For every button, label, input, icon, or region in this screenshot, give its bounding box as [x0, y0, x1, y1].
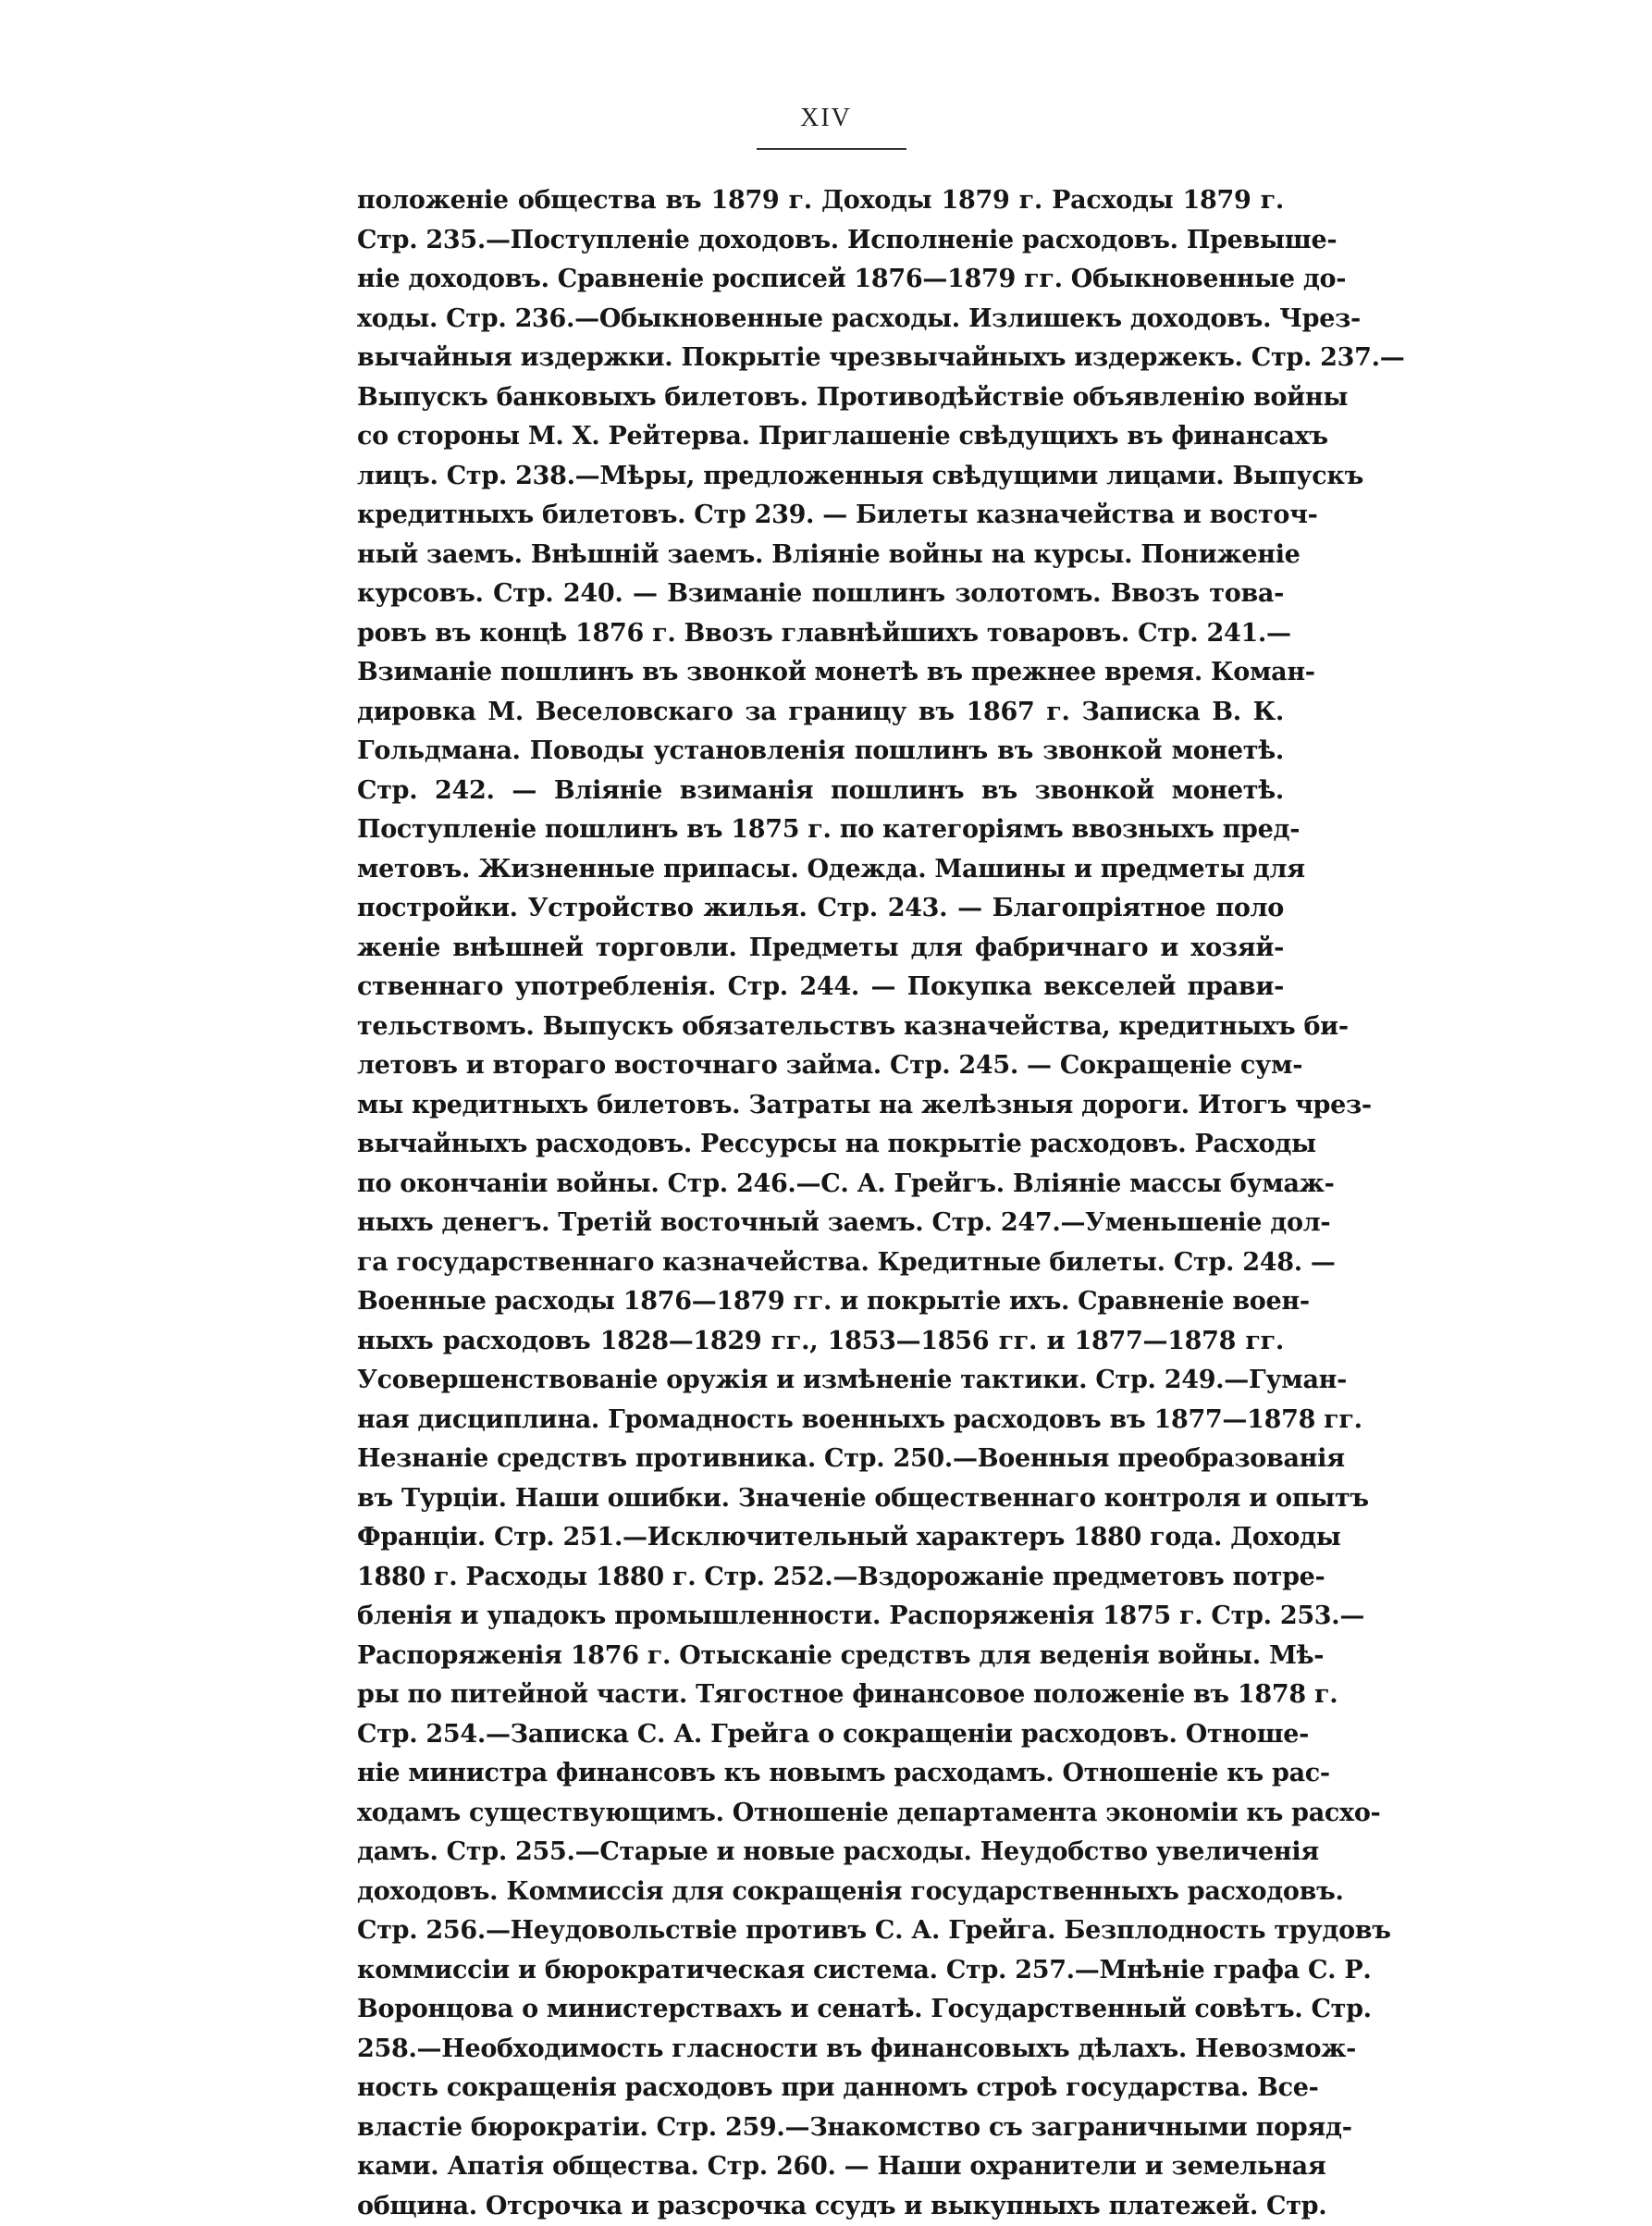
text-line: Воронцова о министерствахъ и сенатѣ. Государственный совѣтъ. Стр. — [357, 1990, 1284, 2030]
text-line: по окончаніи войны. Стр. 246.—С. А. Грейгъ. Вліяніе массы бумаж- — [357, 1165, 1284, 1205]
text-line: вычайныя издержки. Покрытіе чрезвычайныхъ издержекъ. Стр. 237.— — [357, 339, 1284, 378]
text-line: ніе доходовъ. Сравненіе росписей 1876—1879 гг. Обыкновенные до- — [357, 260, 1284, 300]
page-number: XIV — [0, 104, 1652, 133]
text-line: женіе внѣшней торговли. Предметы для фабричнаго и хозяй- — [357, 929, 1284, 969]
text-line: кредитныхъ билетовъ. Стр 239. — Билеты казначейства и восточ- — [357, 496, 1284, 536]
text-line: мы кредитныхъ билетовъ. Затраты на желѣзныя дороги. Итогъ чрез- — [357, 1086, 1284, 1126]
text-line: Взиманіе пошлинъ въ звонкой монетѣ въ прежнее время. Коман- — [357, 653, 1284, 693]
text-line: Усовершенствованіе оружія и измѣненіе тактики. Стр. 249.—Гуман- — [357, 1361, 1284, 1401]
text-line: Распоряженія 1876 г. Отысканіе средствъ для веденія войны. Мѣ- — [357, 1637, 1284, 1676]
text-line: га государственнаго казначейства. Кредитные билеты. Стр. 248. — — [357, 1243, 1284, 1283]
text-line: ніе министра финансовъ къ новымъ расходамъ. Отношеніе къ рас- — [357, 1754, 1284, 1794]
text-line: бленія и упадокъ промышленности. Распоряженія 1875 г. Стр. 253.— — [357, 1597, 1284, 1637]
text-line: Военные расходы 1876—1879 гг. и покрытіе ихъ. Сравненіе воен- — [357, 1282, 1284, 1322]
text-line: Стр. 254.—Записка С. А. Грейга о сокращеніи расходовъ. Отноше- — [357, 1715, 1284, 1755]
text-line: ровъ въ концѣ 1876 г. Ввозъ главнѣйшихъ товаровъ. Стр. 241.— — [357, 614, 1284, 654]
text-line: положеніе общества въ 1879 г. Доходы 1879 г. Расходы 1879 г. — [357, 181, 1284, 221]
text-line: постройки. Устройство жилья. Стр. 243. — Благопріятное поло — [357, 889, 1284, 929]
text-line: Стр. 235.—Поступленіе доходовъ. Исполненіе расходовъ. Превыше- — [357, 221, 1284, 261]
text-line: ственнаго употребленія. Стр. 244. — Покупка векселей прави- — [357, 968, 1284, 1008]
text-line: ность сокращенія расходовъ при данномъ строѣ государства. Все- — [357, 2069, 1284, 2109]
text-line: 1880 г. Расходы 1880 г. Стр. 252.—Вздорожаніе предметовъ потре- — [357, 1558, 1284, 1598]
text-line: курсовъ. Стр. 240. — Взиманіе пошлинъ золотомъ. Ввозъ това- — [357, 575, 1284, 614]
text-line: Франціи. Стр. 251.—Исключительный характеръ 1880 года. Доходы — [357, 1518, 1284, 1558]
text-line: община. Отсрочка и разсрочка ссудъ и выкупныхъ платежей. Стр. — [357, 2187, 1284, 2226]
text-line: летовъ и втораго восточнаго займа. Стр. 245. — Сокращеніе сум- — [357, 1046, 1284, 1086]
text-line: коммиссіи и бюрократическая система. Стр. 257.—Мнѣніе графа С. Р. — [357, 1951, 1284, 1991]
text-line: ный заемъ. Внѣшній заемъ. Вліяніе войны на курсы. Пониженіе — [357, 536, 1284, 575]
text-line: Поступленіе пошлинъ въ 1875 г. по категоріямъ ввозныхъ пред- — [357, 810, 1284, 850]
table-of-contents-text — [357, 181, 1284, 2226]
text-line: Стр. 242. — Вліяніе взиманія пошлинъ въ звонкой монетѣ. — [357, 772, 1284, 811]
text-line: метовъ. Жизненные припасы. Одежда. Машины и предметы для — [357, 850, 1284, 890]
text-line: ная дисциплина. Громадность военныхъ расходовъ въ 1877—1878 гг. — [357, 1401, 1284, 1441]
text-line: властіе бюрократіи. Стр. 259.—Знакомство съ заграничными поряд- — [357, 2109, 1284, 2148]
text-line: ры по питейной части. Тягостное финансовое положеніе въ 1878 г. — [357, 1676, 1284, 1715]
text-line: дировка М. Веселовскаго за границу въ 1867 г. Записка В. К. — [357, 693, 1284, 733]
text-line: со стороны М. Х. Рейтерва. Приглашеніе свѣдущихъ въ финансахъ — [357, 417, 1284, 457]
text-line: въ Турціи. Наши ошибки. Значеніе общественнаго контроля и опытъ — [357, 1479, 1284, 1519]
text-line: лицъ. Стр. 238.—Мѣры, предложенныя свѣдущими лицами. Выпускъ — [357, 457, 1284, 497]
text-line: Гольдмана. Поводы установленія пошлинъ въ звонкой монетѣ. — [357, 732, 1284, 772]
text-line: ходы. Стр. 236.—Обыкновенные расходы. Излишекъ доходовъ. Чрез- — [357, 300, 1284, 340]
header-rule — [757, 148, 906, 150]
text-line: ходамъ существующимъ. Отношеніе департамента экономіи къ расхо- — [357, 1794, 1284, 1834]
text-line: ныхъ расходовъ 1828—1829 гг., 1853—1856 гг. и 1877—1878 гг. — [357, 1322, 1284, 1362]
text-line: тельствомъ. Выпускъ обязательствъ казначейства, кредитныхъ би- — [357, 1008, 1284, 1047]
text-line: ныхъ денегъ. Третій восточный заемъ. Стр. 247.—Уменьшеніе дол- — [357, 1204, 1284, 1243]
text-line: доходовъ. Коммиссія для сокращенія государственныхъ расходовъ. — [357, 1873, 1284, 1912]
text-line: Выпускъ банковыхъ билетовъ. Противодѣйствіе объявленію войны — [357, 378, 1284, 418]
text-line: Незнаніе средствъ противника. Стр. 250.—Военныя преобразованія — [357, 1440, 1284, 1479]
text-line: вычайныхъ расходовъ. Рессурсы на покрытіе расходовъ. Расходы — [357, 1125, 1284, 1165]
text-line: дамъ. Стр. 255.—Старые и новые расходы. Неудобство увеличенія — [357, 1833, 1284, 1873]
text-line: 258.—Необходимость гласности въ финансовыхъ дѣлахъ. Невозмож- — [357, 2030, 1284, 2070]
text-line: ками. Апатія общества. Стр. 260. — Наши охранители и земельная — [357, 2147, 1284, 2187]
text-line: Стр. 256.—Неудовольствіе противъ С. А. Грейга. Безплодность трудовъ — [357, 1911, 1284, 1951]
